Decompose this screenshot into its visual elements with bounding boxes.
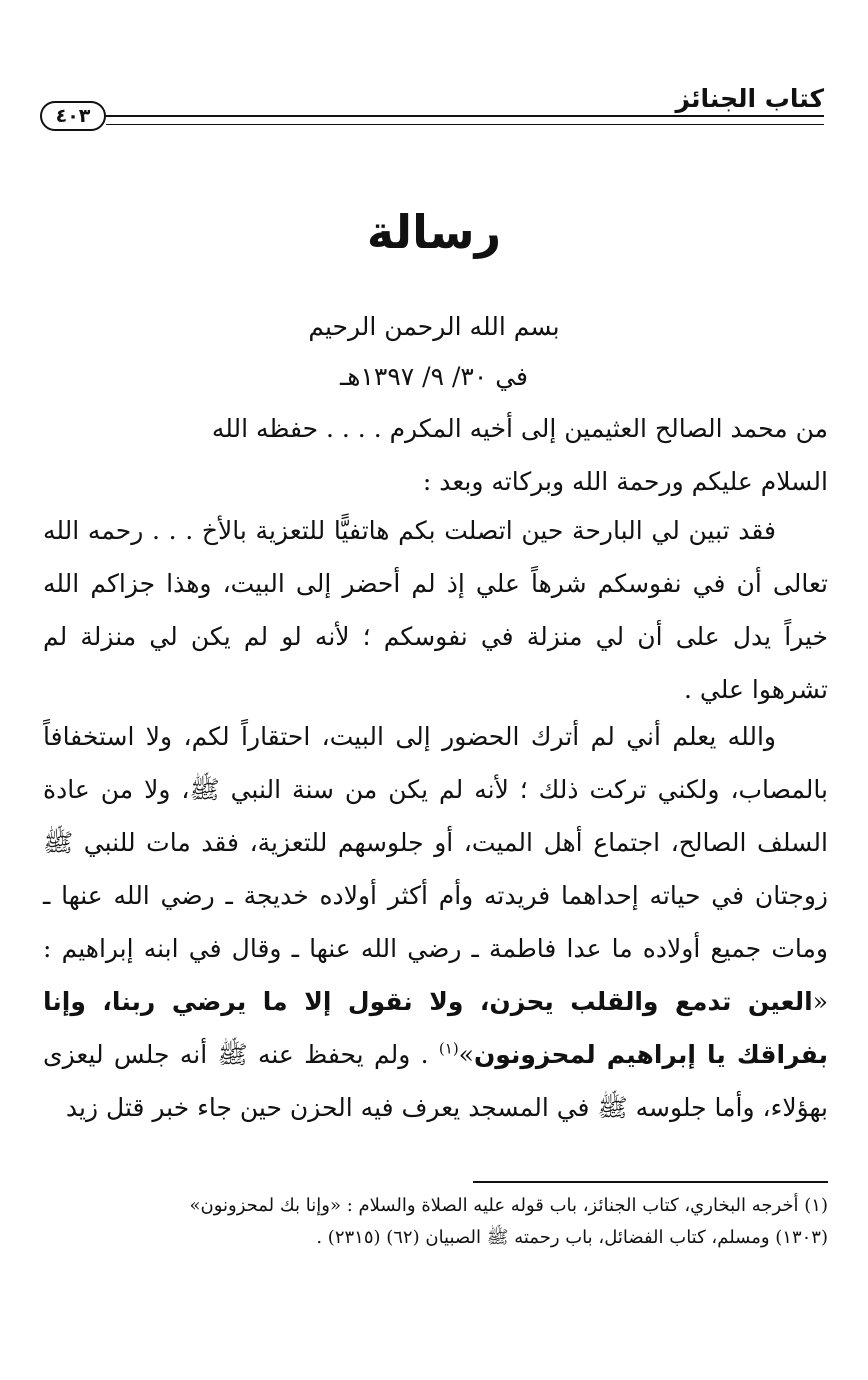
from-line: من محمد الصالح العثيمين إلى أخيه المكرم . . . . حفظه الله <box>211 414 828 443</box>
chapter-title: كتاب الجنائز <box>675 84 824 113</box>
footnote-reference[interactable]: (١) <box>438 1039 459 1058</box>
header-rule <box>106 115 824 125</box>
hadith-quote: العين تدمع والقلب يحزن، ولا نقول إلا ما يرضي ربنا، وإنا بفراقك يا إبراهيم لمحزونون <box>43 987 829 1069</box>
greeting-line: السلام عليكم ورحمة الله وبركاته وبعد : <box>422 467 828 496</box>
footnote-rule <box>473 1181 828 1183</box>
letter-date: في ٣٠/ ٩/ ١٣٩٧هـ <box>339 362 529 391</box>
paragraph-1: فقد تبين لي البارحة حين اتصلت بكم هاتفيًّا للتعزية بالأخ . . . رحمه الله تعالى أن في نفوسكم شرهاً علي إذ لم أحضر إلى البيت، وهذا جزاكم الله خيراً يدل على أن لي منزلة في نفوسكم ؛ لأنه لو لم يكن لي منزلة لم تشرهوا علي . <box>43 516 828 704</box>
letter-heading: رسالة <box>366 205 502 259</box>
basmala: بسم الله الرحمن الرحيم <box>308 312 560 341</box>
footnote <box>43 1190 828 1254</box>
running-header <box>40 84 824 132</box>
paragraph-2-text-start: والله يعلم أني لم أترك الحضور إلى البيت، احتقاراً لكم، ولا استخفافاً بالمصاب، ولكني تركت ذلك ؛ لأنه لم يكن من سنة النبي ﷺ، ولا من عادة السلف الصالح، اجتماع أهل الميت، أو جلوسهم للتعزية، فقد مات للنبي ﷺ زوجتان في حياته إحداهما فريدته وأم أكثر أولاده خديجة ـ رضي الله عنها ـ ومات جميع أولاده ما عدا فاطمة ـ رضي الله عنها ـ وقال في ابنه إبراهيم : « <box>43 722 828 1016</box>
footnote-line-1: (١) أخرجه البخاري، كتاب الجنائز، باب قوله عليه الصلاة والسلام : «وإنا بك لمحزونون» <box>189 1195 828 1216</box>
paragraph-2 <box>43 710 828 1134</box>
paragraph-2-text-end: . ولم يحفظ عنه ﷺ أنه جلس ليعزى بهؤلاء، وأما جلوسه ﷺ في المسجد يعرف فيه الحزن حين جاء خبر قتل زيد <box>43 1040 828 1122</box>
quote-close-mark: » <box>458 1040 474 1069</box>
page-number: ٤٠٣ <box>40 101 106 131</box>
footnote-line-2: (١٣٠٣) ومسلم، كتاب الفضائل، باب رحمته ﷺ الصبيان (٦٢) (٢٣١٥) . <box>316 1227 828 1248</box>
